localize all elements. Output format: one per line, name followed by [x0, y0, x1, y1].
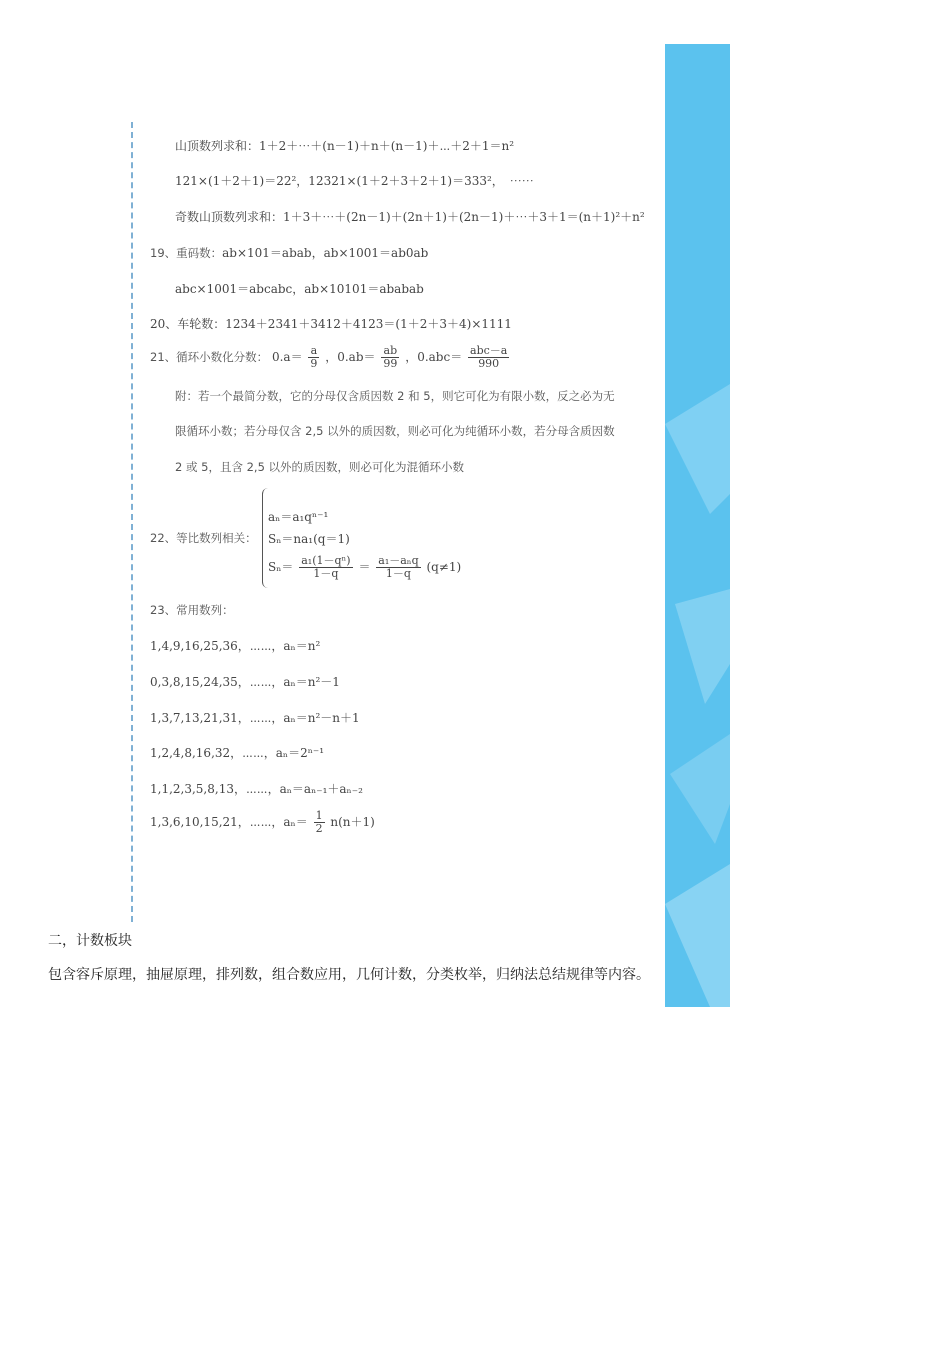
geometric-sequence-label: 22、等比数列相关： — [150, 531, 257, 545]
appendix-line-2: 限循环小数；若分母仅含 2,5 以外的质因数，则必可化为纯循环小数，若分母含质因数 — [175, 424, 615, 438]
repeat-number-line — [150, 244, 428, 261]
geometric-sum-q1-formula: Sₙ＝na₁(q＝1) — [268, 532, 350, 546]
fraction-a-over-9 — [308, 345, 319, 370]
sum-condition: (q≠1) — [426, 560, 462, 574]
sequence-squares: 1,4,9,16,25,36，⋯⋯，aₙ＝n² — [150, 639, 321, 653]
appendix-line-1: 附：若一个最简分数，它的分母仅含质因数 2 和 5，则它可化为有限小数，反之必为无 — [175, 389, 615, 403]
fraction-abc-over-990 — [468, 345, 509, 370]
recurring-abc: ，0.abc＝ — [405, 350, 463, 364]
triangular-suffix: n(n＋1) — [330, 815, 375, 829]
sequence-powers-of-two: 1,2,4,8,16,32，⋯⋯，aₙ＝2ⁿ⁻¹ — [150, 746, 325, 760]
section-heading: 二，计数板块 — [48, 933, 132, 949]
sum-prefix: Sₙ＝ — [268, 560, 294, 574]
fraction-numerator: 1 — [315, 809, 323, 822]
appendix-line-3: 2 或 5，且含 2,5 以外的质因数，则必可化为混循环小数 — [175, 460, 465, 474]
section-body: 包含容斥原理，抽屉原理，排列数，组合数应用，几何计数，分类枚举，归纳法总结规律等内容。 — [48, 967, 650, 983]
sum-fraction-2 — [376, 555, 420, 580]
fraction-numerator: abc－a — [470, 344, 508, 357]
fraction-numerator: a — [308, 345, 319, 358]
recurring-ab: ，0.ab＝ — [325, 350, 376, 364]
repeat-number-formula: ab×101＝abab，ab×1001＝ab0ab — [222, 246, 429, 260]
fraction-denominator: 1－q — [385, 567, 411, 580]
geometric-sum-formula — [268, 555, 461, 580]
sum-fraction-1 — [299, 555, 352, 580]
wheel-number-line: 20、车轮数：1234＋2341＋3412＋4123＝(1＋2＋3＋4)×1111 — [150, 317, 512, 331]
decorative-side-band — [665, 44, 730, 1007]
geometric-term-formula: aₙ＝a₁qⁿ⁻¹ — [268, 510, 329, 524]
sequence-triangular — [150, 810, 375, 835]
recurring-a: 0.a＝ — [271, 350, 303, 364]
fraction-denominator: 2 — [315, 822, 323, 835]
fraction-denominator: 9 — [310, 357, 318, 370]
fraction-numerator: a₁(1－qⁿ) — [301, 554, 351, 567]
odd-hill-sum-line: 奇数山顶数列求和：1＋3＋⋯＋(2n－1)＋(2n＋1)＋(2n－1)＋⋯＋3＋1＝(n＋1)²＋n² — [175, 210, 645, 224]
margin-dashed-rule — [131, 122, 133, 922]
repeat-number-label: 19、重码数： — [150, 246, 223, 260]
fraction-denominator: 99 — [383, 357, 398, 370]
recurring-decimal-line — [150, 345, 511, 370]
sequence-n2-n-1: 1,3,7,13,21,31，⋯⋯，aₙ＝n²－n＋1 — [150, 711, 360, 725]
sum-equals: ＝ — [358, 560, 371, 574]
band-pattern — [665, 44, 730, 1007]
fraction-denominator: 1－q — [313, 567, 339, 580]
common-sequences-label: 23、常用数列： — [150, 603, 234, 617]
hill-example-line: 121×(1＋2＋1)＝22²，12321×(1＋2＋3＋2＋1)＝333²， ⋯⋯ — [175, 174, 534, 188]
repeat-number-line-2: abc×1001＝abcabc，ab×10101＝ababab — [175, 282, 424, 296]
recurring-decimal-label: 21、循环小数化分数： — [150, 350, 269, 364]
sequence-fibonacci: 1,1,2,3,5,8,13，⋯⋯，aₙ＝aₙ₋₁＋aₙ₋₂ — [150, 782, 363, 796]
fraction-one-half — [314, 810, 325, 835]
fraction-ab-over-99 — [381, 345, 399, 370]
fraction-numerator: ab — [381, 345, 399, 358]
fraction-numerator: a₁－aₙq — [378, 554, 419, 567]
sequence-squares-minus-one: 0,3,8,15,24,35，⋯⋯，aₙ＝n²－1 — [150, 675, 340, 689]
hill-sum-line: 山顶数列求和：1＋2＋⋯＋(n－1)＋n＋(n－1)＋⋯＋2＋1＝n² — [175, 139, 515, 153]
triangular-prefix: 1,3,6,10,15,21，⋯⋯，aₙ＝ — [150, 815, 308, 829]
fraction-denominator: 990 — [478, 357, 500, 370]
